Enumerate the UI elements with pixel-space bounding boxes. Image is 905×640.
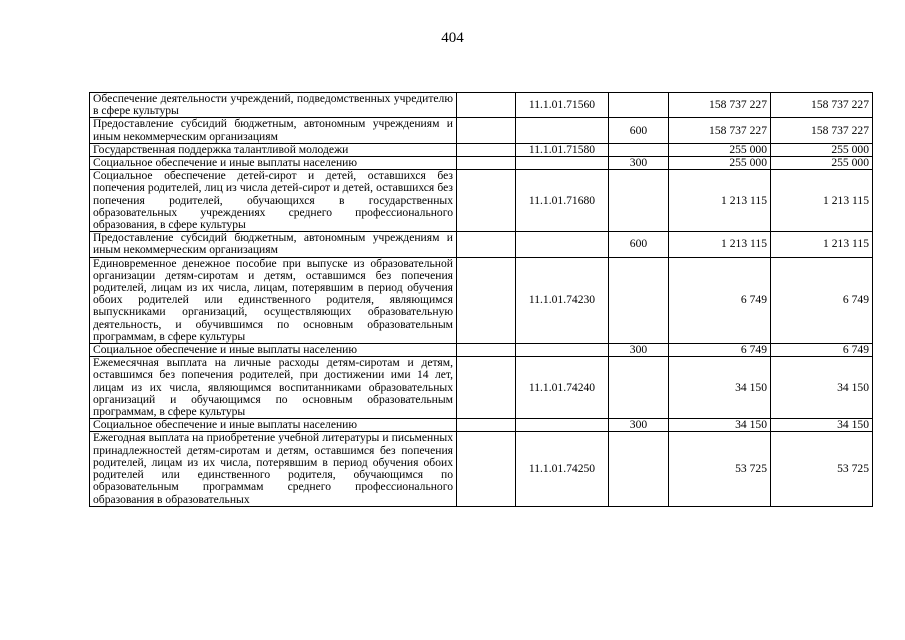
row-name-text: Ежегодная выплата на приобретение учебной литературы и письменных принадлежностей детям-сиротам и детям, оставшимся без попечения родителей, лицам из их числа, потерявшим в период обучения обоих родителей или единственного родителя, обучающимся по образовательным программам среднего профессионального образования в образовательных <box>93 431 453 506</box>
row-name-text: Социальное обеспечение и иные выплаты населению <box>93 156 358 170</box>
row-expense-kind-text: 300 <box>629 418 648 432</box>
row-code-cell <box>516 93 609 118</box>
table-row <box>90 257 873 343</box>
row-code-cell <box>516 170 609 232</box>
row-expense-kind-text: 600 <box>629 123 648 137</box>
row-code-cell <box>516 157 609 170</box>
row-name-text: Ежемесячная выплата на личные расходы детям-сиротам и детям, оставшимся без попечения родителей, при достижении ими 14 лет, лицам из их числа, являющимся воспитанниками образовательных организаций и обучающимся по основным образовательным программам, в сфере культуры <box>93 356 453 419</box>
row-value-2-text: 53 725 <box>837 461 869 475</box>
row-expense-kind-text: 300 <box>629 343 648 357</box>
row-value-1-text: 1 213 115 <box>721 237 767 251</box>
row-name-text: Социальное обеспечение и иные выплаты населению <box>93 418 358 432</box>
row-name-cell <box>90 93 457 118</box>
row-value-2-cell <box>771 232 873 257</box>
row-value-2-cell <box>771 419 873 432</box>
row-code-cell <box>516 419 609 432</box>
row-empty-cell <box>457 232 516 257</box>
row-name-cell <box>90 157 457 170</box>
row-code-cell <box>516 257 609 343</box>
row-name-cell <box>90 232 457 257</box>
row-code-text: 11.1.01.71680 <box>528 193 596 207</box>
table-row <box>90 157 873 170</box>
table-row <box>90 232 873 257</box>
row-expense-kind-cell <box>609 357 669 419</box>
row-name-cell <box>90 118 457 143</box>
row-empty-cell <box>457 257 516 343</box>
row-code-cell <box>516 432 609 506</box>
row-expense-kind-cell <box>609 419 669 432</box>
row-value-1-cell <box>669 170 771 232</box>
row-value-2-text: 255 000 <box>831 142 869 156</box>
row-empty-cell <box>457 157 516 170</box>
row-value-1-text: 53 725 <box>735 461 767 475</box>
row-value-1-text: 34 150 <box>735 418 767 432</box>
row-value-2-text: 1 213 115 <box>823 193 869 207</box>
row-name-text: Социальное обеспечение детей-сирот и детей, оставшихся без попечения родителей, лиц из числа детей-сирот и детей, оставшихся без попечения родителей, обучающихся в государственных образовательных учреждениях среднего профессионального образования, в сфере культуры <box>93 169 453 232</box>
row-empty-cell <box>457 419 516 432</box>
budget-table <box>89 92 873 507</box>
row-value-2-cell <box>771 157 873 170</box>
row-value-2-cell <box>771 357 873 419</box>
row-empty-cell <box>457 93 516 118</box>
row-expense-kind-cell <box>609 432 669 506</box>
row-value-2-text: 158 737 227 <box>811 98 869 112</box>
row-name-cell <box>90 143 457 156</box>
row-name-text: Единовременное денежное пособие при выпуске из образовательной организации детям-сиротам и детям, оставшимся без попечения родителей, лицам из их числа, лицам, потерявшим в период обучения обоих родителей или единственного родителя, являющимся выпускниками организаций, осуществляющих образовательную деятельность, и обучившимся по основным образовательным программам, в сфере культуры <box>93 256 453 343</box>
row-value-1-text: 158 737 227 <box>709 123 767 137</box>
table-row <box>90 344 873 357</box>
row-value-2-cell <box>771 344 873 357</box>
row-value-2-cell <box>771 143 873 156</box>
table-row <box>90 143 873 156</box>
row-value-1-cell <box>669 118 771 143</box>
row-value-1-cell <box>669 257 771 343</box>
row-value-2-text: 34 150 <box>837 418 869 432</box>
row-name-cell <box>90 344 457 357</box>
table-row <box>90 93 873 118</box>
row-value-2-cell <box>771 257 873 343</box>
row-value-1-text: 255 000 <box>729 156 767 170</box>
table-row <box>90 432 873 506</box>
row-expense-kind-cell <box>609 118 669 143</box>
row-code-cell <box>516 357 609 419</box>
row-empty-cell <box>457 170 516 232</box>
row-value-2-text: 255 000 <box>831 156 869 170</box>
row-value-1-text: 255 000 <box>729 142 767 156</box>
row-code-text: 11.1.01.74230 <box>528 293 596 307</box>
row-expense-kind-cell <box>609 143 669 156</box>
row-expense-kind-cell <box>609 232 669 257</box>
table-row <box>90 170 873 232</box>
row-value-2-text: 158 737 227 <box>811 123 869 137</box>
row-code-cell <box>516 118 609 143</box>
row-empty-cell <box>457 357 516 419</box>
row-value-1-cell <box>669 419 771 432</box>
row-code-cell <box>516 143 609 156</box>
row-name-cell <box>90 419 457 432</box>
row-value-1-cell <box>669 344 771 357</box>
row-value-1-text: 158 737 227 <box>709 98 767 112</box>
row-value-2-cell <box>771 432 873 506</box>
row-name-text: Государственная поддержка талантливой молодежи <box>93 142 349 156</box>
row-value-1-text: 6 749 <box>740 293 767 307</box>
row-value-2-cell <box>771 118 873 143</box>
row-name-text: Обеспечение деятельности учреждений, подведомственных учредителю в сфере культуры <box>93 92 453 118</box>
table-row <box>90 419 873 432</box>
row-expense-kind-cell <box>609 170 669 232</box>
row-name-cell <box>90 257 457 343</box>
table-row <box>90 118 873 143</box>
row-expense-kind-cell <box>609 93 669 118</box>
row-empty-cell <box>457 344 516 357</box>
row-expense-kind-cell <box>609 257 669 343</box>
row-name-text: Предоставление субсидий бюджетным, автономным учреждениям и иным некоммерческим организациям <box>93 231 453 257</box>
row-value-2-text: 6 749 <box>842 293 869 307</box>
row-name-cell <box>90 357 457 419</box>
row-value-1-text: 34 150 <box>735 380 767 394</box>
row-empty-cell <box>457 143 516 156</box>
row-value-2-text: 6 749 <box>842 343 869 357</box>
row-code-text: 11.1.01.74250 <box>528 461 596 475</box>
row-value-1-cell <box>669 232 771 257</box>
row-name-cell <box>90 432 457 506</box>
row-name-text: Социальное обеспечение и иные выплаты населению <box>93 343 358 357</box>
row-value-2-text: 34 150 <box>837 380 869 394</box>
row-code-cell <box>516 232 609 257</box>
row-value-1-cell <box>669 357 771 419</box>
row-code-cell <box>516 344 609 357</box>
row-expense-kind-text: 600 <box>629 237 648 251</box>
row-empty-cell <box>457 432 516 506</box>
row-value-1-text: 6 749 <box>740 343 767 357</box>
table-body <box>90 93 873 507</box>
row-value-1-cell <box>669 93 771 118</box>
row-code-text: 11.1.01.74240 <box>528 380 596 394</box>
row-code-text: 11.1.01.71580 <box>528 142 596 156</box>
row-expense-kind-cell <box>609 344 669 357</box>
row-value-2-cell <box>771 170 873 232</box>
table-row <box>90 357 873 419</box>
row-value-1-cell <box>669 432 771 506</box>
row-value-2-cell <box>771 93 873 118</box>
row-name-text: Предоставление субсидий бюджетным, автономным учреждениям и иным некоммерческим организациям <box>93 117 453 143</box>
row-name-cell <box>90 170 457 232</box>
page-number: 404 <box>441 30 464 46</box>
row-value-1-cell <box>669 157 771 170</box>
row-expense-kind-cell <box>609 157 669 170</box>
row-value-1-text: 1 213 115 <box>721 193 767 207</box>
row-value-2-text: 1 213 115 <box>823 237 869 251</box>
row-code-text: 11.1.01.71560 <box>528 98 596 112</box>
row-value-1-cell <box>669 143 771 156</box>
row-expense-kind-text: 300 <box>629 156 648 170</box>
row-empty-cell <box>457 118 516 143</box>
